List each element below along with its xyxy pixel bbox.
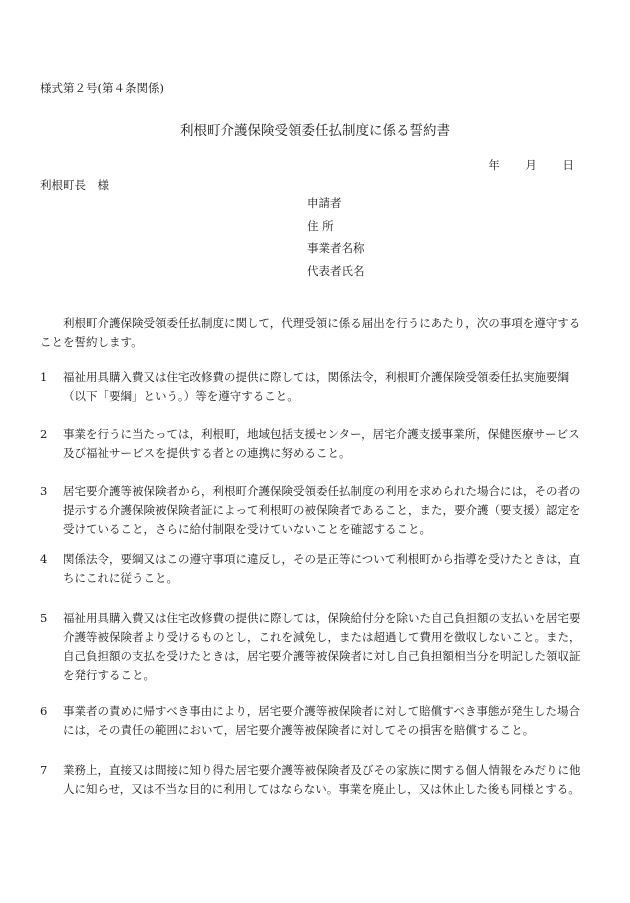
pledge-item — [40, 702, 590, 740]
item-text: 福祉用具購入費又は住宅改修費の提供に際しては，保険給付分を除いた自己負担額の支払いを居宅要介護等被保険者より受けるものとし，これを減免し，または超過して費用を徴収しないこと。また，自己負担額の支払を受けたときは，居宅要介護等被保険者に対し自己負担額相当分を明記した領収証を発行すること。 — [63, 611, 581, 682]
item-text: 福祉用具購入費又は住宅改修費の提供に際しては，関係法令，利根町介護保険受領委任払実施要綱（以下「要綱」という。）等を遵守すること。 — [63, 370, 569, 403]
pledge-item — [40, 550, 590, 588]
item-text: 事業者の責めに帰すべき事由により，居宅要介護等被保険者に対して賠償すべき事態が発生した場合には，その責任の範囲において，居宅要介護等被保険者に対してその損害を賠償すること。 — [63, 704, 581, 737]
pledge-item — [40, 425, 590, 463]
form-number: 様式第２号(第４条関係) — [40, 81, 164, 95]
pledge-item — [40, 368, 590, 406]
item-number: 2 — [40, 427, 48, 441]
business-name-label: 事業者名称 — [307, 241, 365, 255]
document-title: 利根町介護保険受領委任払制度に係る誓約書 — [180, 123, 450, 139]
item-number: 1 — [40, 370, 48, 384]
addressee: 利根町長 様 — [40, 178, 109, 192]
representative-name-label: 代表者氏名 — [307, 263, 365, 278]
item-number: 5 — [40, 611, 48, 625]
date-line: 年 月 日 — [488, 158, 574, 172]
item-number: 4 — [40, 552, 48, 566]
intro-paragraph: 利根町介護保険受領委任払制度に関して，代理受領に係る届出を行うにあたり，次の事項を遵守することを誓約します。 — [40, 316, 581, 349]
item-number: 7 — [40, 763, 48, 777]
pledge-item — [40, 609, 590, 685]
address-label: 住 所 — [307, 218, 334, 233]
applicant-label: 申請者 — [307, 196, 342, 210]
item-text: 居宅要介護等被保険者から，利根町介護保険受領委任払制度の利用を求められた場合には，その者の提示する介護保険被保険者証によって利根町の被保険者であること，また，要介護（要支援）認定を受けていること，さらに給付制限を受けていないことを確認すること。 — [63, 484, 581, 536]
item-text: 関係法令，要綱又はこの遵守事項に違反し，その是正等について利根町から指導を受けたときは，直ちにこれに従うこと。 — [63, 552, 581, 585]
applicant-block — [307, 192, 365, 282]
item-number: 6 — [40, 704, 48, 718]
pledge-item — [40, 761, 590, 799]
item-text: 業務上，直接又は間接に知り得た居宅要介護等被保険者及びその家族に関する個人情報をみだりに他人に知らせ，又は不当な目的に利用してはならない。事業を廃止し，又は休止した後も同様とする。 — [63, 763, 581, 796]
item-number: 3 — [40, 484, 48, 498]
item-text: 事業を行うに当たっては，利根町，地域包括支援センター，居宅介護支援事業所，保健医療サービス及び福祉サービスを提供する者との連携に努めること。 — [63, 427, 580, 460]
pledge-item — [40, 482, 590, 539]
